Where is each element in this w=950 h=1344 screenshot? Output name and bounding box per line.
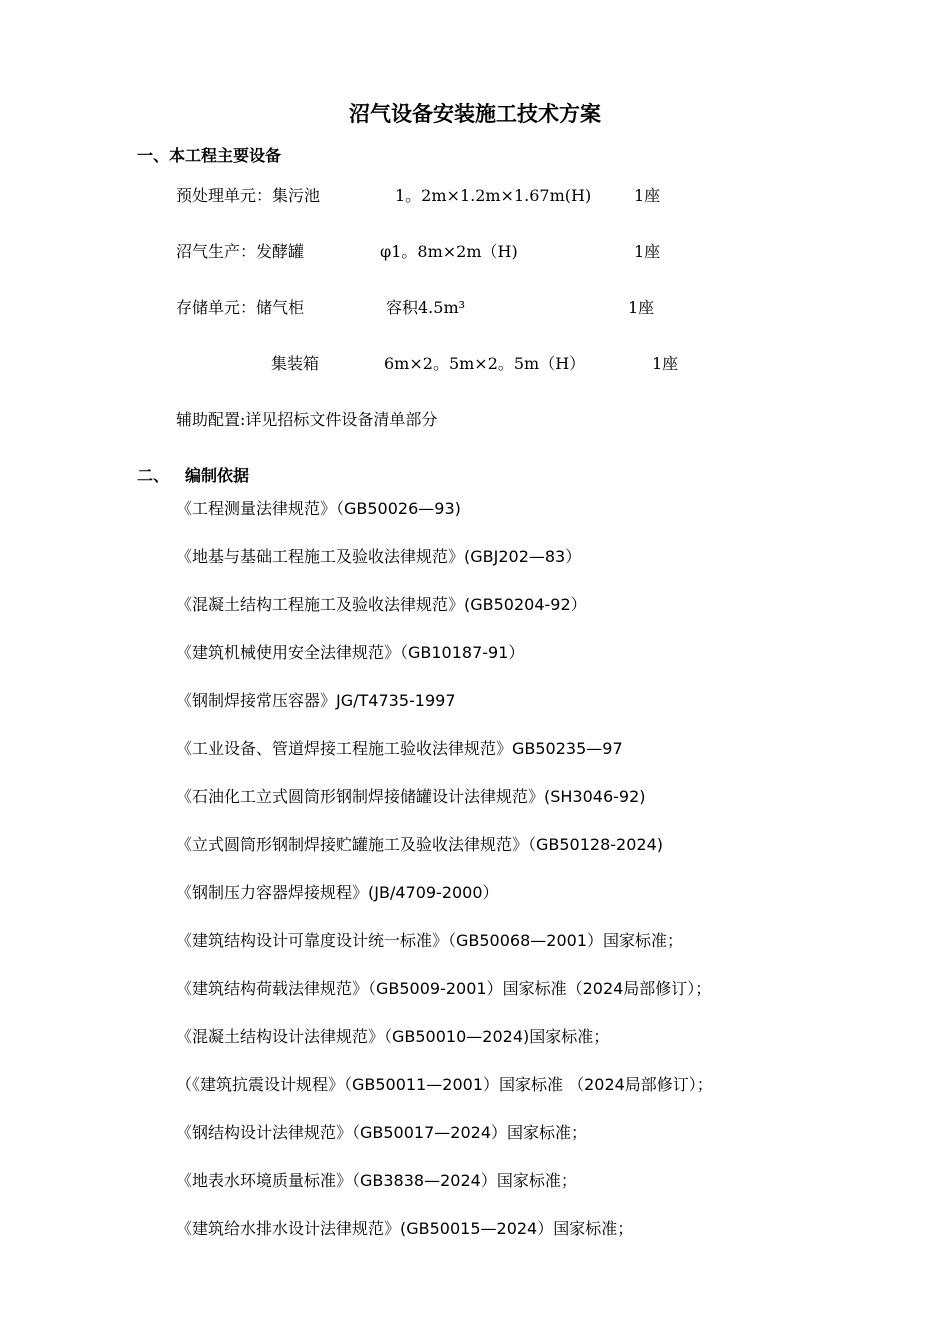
equipment-row-2-spec: φ1。8m×2m（H): [380, 242, 518, 261]
reference-item: 《建筑结构设计可靠度设计统一标准》（GB50068—2001）国家标准；: [176, 931, 683, 950]
reference-item: 《钢结构设计法律规范》（GB50017—2024）国家标准；: [176, 1123, 587, 1142]
auxiliary-config: 辅助配置:详见招标文件设备清单部分: [176, 410, 438, 429]
equipment-row-1-spec: 1。2m×1.2m×1.67m(H): [395, 186, 592, 205]
equipment-row-4-qty: 1座: [652, 354, 679, 373]
reference-item: 《混凝土结构设计法律规范》（GB50010—2024)国家标准；: [176, 1027, 610, 1046]
section-2-number: 二、: [137, 466, 170, 485]
section-2-heading: [137, 465, 249, 487]
equipment-row-2-label: 沼气生产：发酵罐: [176, 242, 305, 261]
reference-item: 《地表水环境质量标准》（GB3838—2024）国家标准；: [176, 1171, 577, 1190]
equipment-row-3-label: 存储单元：储气柜: [176, 298, 305, 317]
equipment-row-3-qty: 1座: [628, 298, 655, 317]
reference-item: 《地基与基础工程施工及验收法律规范》(GBJ202—83）: [176, 547, 582, 566]
equipment-row-4-spec: 6m×2。5m×2。5m（H）: [384, 354, 586, 373]
section-1-heading: 一、本工程主要设备: [137, 146, 282, 165]
reference-item: 《石油化工立式圆筒形钢制焊接储罐设计法律规范》(SH3046-92): [176, 787, 646, 806]
equipment-row-4-label: 集装箱: [271, 354, 320, 373]
document-title: 沼气设备安装施工技术方案: [349, 101, 601, 126]
equipment-row-1-qty: 1座: [634, 186, 661, 205]
reference-item: 《建筑结构荷载法律规范》（GB5009-2001）国家标准（2024局部修订）；: [176, 979, 712, 998]
reference-item: 《钢制焊接常压容器》JG/T4735-1997: [176, 691, 456, 710]
reference-item: 《立式圆筒形钢制焊接贮罐施工及验收法律规范》（GB50128-2024): [176, 835, 664, 854]
reference-item: （《建筑抗震设计规程》（GB50011—2001）国家标准 （2024局部修订）；: [176, 1075, 713, 1094]
equipment-row-3-spec: 容积4.5m³: [386, 298, 466, 317]
reference-item: 《建筑给水排水设计法律规范》(GB50015—2024）国家标准；: [176, 1219, 634, 1238]
reference-item: 《建筑机械使用安全法律规范》（GB10187-91）: [176, 643, 525, 662]
reference-item: 《混凝土结构工程施工及验收法律规范》(GB50204-92）: [176, 595, 587, 614]
equipment-row-2-qty: 1座: [634, 242, 661, 261]
reference-item: 《工业设备、管道焊接工程施工验收法律规范》GB50235—97: [176, 739, 623, 758]
reference-item: 《工程测量法律规范》（GB50026—93): [176, 499, 461, 518]
section-2-title: 编制依据: [185, 466, 250, 485]
reference-item: 《钢制压力容器焊接规程》(JB/4709-2000）: [176, 883, 499, 902]
equipment-row-1-label: 预处理单元：集污池: [176, 186, 321, 205]
